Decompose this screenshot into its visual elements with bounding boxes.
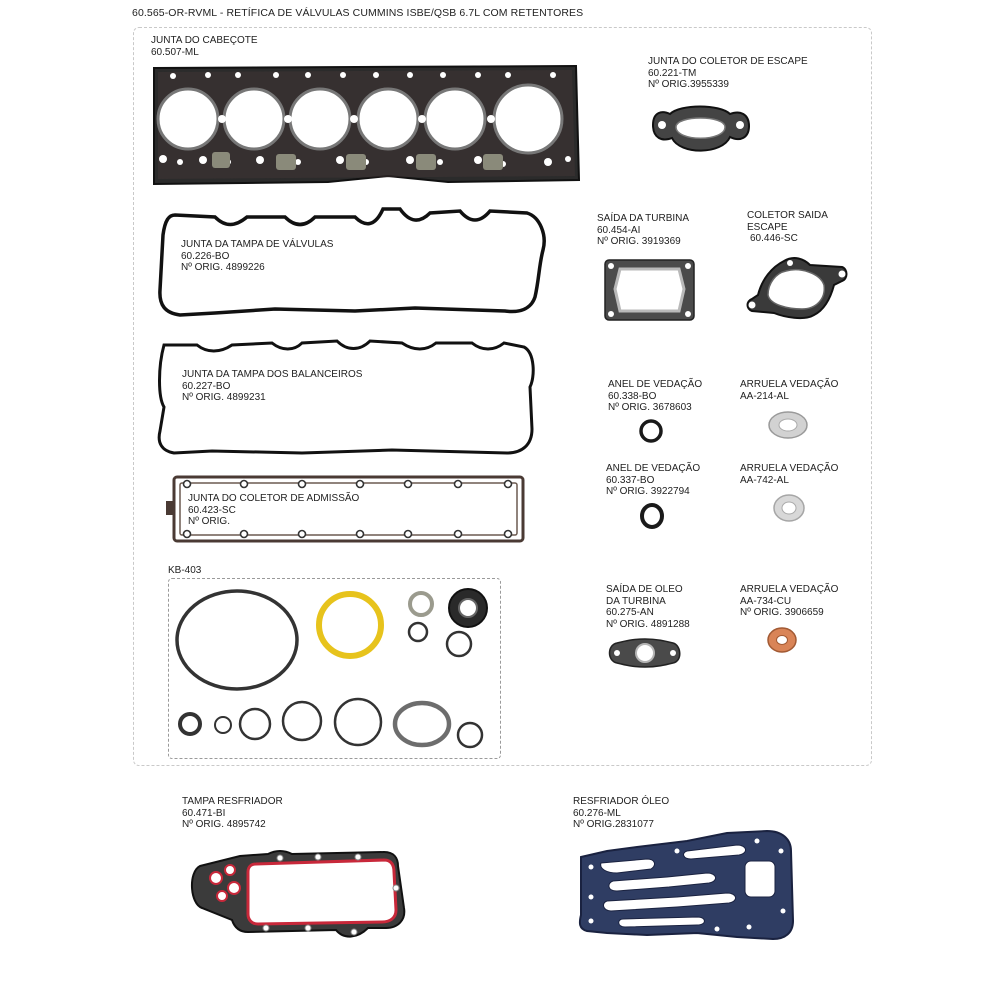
turbo-oil-outlet-gasket-image bbox=[607, 637, 683, 669]
turbine-outlet-gasket-image bbox=[604, 259, 695, 321]
label-turbine-outlet bbox=[597, 213, 689, 248]
part-code: 60.275-AN bbox=[606, 607, 654, 618]
part-name: ARRUELA VEDAÇÃO bbox=[740, 379, 839, 390]
label-valve-cover bbox=[181, 239, 333, 274]
part-orig: Nº ORIG. 4895742 bbox=[182, 819, 266, 830]
part-name: ARRUELA VEDAÇÃO bbox=[740, 584, 839, 595]
part-orig: Nº ORIG.2831077 bbox=[573, 819, 654, 830]
part-name: JUNTA DA TAMPA DE VÁLVULAS bbox=[181, 239, 334, 250]
part-orig: Nº ORIG. 4891288 bbox=[606, 618, 690, 630]
part-orig: Nº ORIG. 3919369 bbox=[597, 236, 681, 247]
label-head-gasket bbox=[151, 35, 258, 58]
label-oring-1 bbox=[608, 379, 702, 414]
part-name: ANEL DE VEDAÇÃO bbox=[608, 379, 703, 390]
exhaust-manifold-gasket-image bbox=[650, 100, 752, 160]
page-title: 60.565-OR-RVML - RETÍFICA DE VÁLVULAS CUMMINS ISBE/QSB 6.7L COM RETENTORES bbox=[132, 7, 584, 19]
oring-1-image bbox=[638, 418, 664, 444]
label-exhaust-manifold bbox=[648, 56, 808, 91]
part-orig: Nº ORIG.3955339 bbox=[648, 79, 729, 90]
part-code: 60.337-BO bbox=[606, 474, 655, 486]
part-name: JUNTA DO COLETOR DE ADMISSÃO bbox=[188, 493, 360, 504]
label-exhaust-outlet bbox=[747, 210, 828, 245]
exhaust-outlet-gasket-image bbox=[744, 255, 850, 323]
part-orig: Nº ORIG. 3678603 bbox=[608, 402, 692, 413]
part-code: AA-742-AL bbox=[740, 474, 789, 486]
part-code: 60.227-BO bbox=[182, 380, 231, 392]
label-rocker-cover bbox=[182, 369, 362, 404]
part-name-2: ESCAPE bbox=[747, 221, 788, 233]
part-code: 60.471-BI bbox=[182, 807, 226, 819]
part-code: 60.423-SC bbox=[188, 504, 236, 516]
part-name: JUNTA DA TAMPA DOS BALANCEIROS bbox=[182, 369, 363, 380]
washer-3-copper-image bbox=[766, 626, 798, 654]
part-name: ANEL DE VEDAÇÃO bbox=[606, 463, 701, 474]
part-code: 60.446-SC bbox=[750, 233, 798, 244]
part-name-2: DA TURBINA bbox=[606, 595, 666, 607]
label-cooler-cover bbox=[182, 796, 283, 831]
oil-cooler-gasket-image bbox=[577, 827, 797, 943]
part-code: AA-214-AL bbox=[740, 390, 789, 402]
part-name: COLETOR SAIDA bbox=[747, 210, 828, 221]
part-orig: Nº ORIG. 3922794 bbox=[606, 486, 690, 497]
label-washer-3 bbox=[740, 584, 838, 619]
part-name: SAÍDA DE OLEO bbox=[606, 584, 683, 595]
part-code: 60.226-BO bbox=[181, 250, 230, 262]
oring-2-image bbox=[639, 502, 665, 530]
label-oil-cooler bbox=[573, 796, 669, 831]
part-code: 60.276-ML bbox=[573, 807, 621, 819]
part-code: AA-734-CU bbox=[740, 595, 792, 607]
part-code: 60.221-TM bbox=[648, 67, 697, 79]
part-orig: Nº ORIG. 4899231 bbox=[182, 392, 266, 403]
part-code: 60.338-BO bbox=[608, 390, 657, 402]
part-name: SAÍDA DA TURBINA bbox=[597, 213, 690, 224]
part-code: 60.454-AI bbox=[597, 224, 641, 236]
part-name: ARRUELA VEDAÇÃO bbox=[740, 463, 839, 474]
label-oring-2 bbox=[606, 463, 700, 498]
kit-kb403-image bbox=[168, 578, 501, 759]
part-orig: Nº ORIG. 3906659 bbox=[740, 607, 824, 618]
part-code: 60.507-ML bbox=[151, 46, 199, 58]
head-gasket-image bbox=[148, 64, 581, 186]
part-name: JUNTA DO CABEÇOTE bbox=[151, 35, 258, 46]
part-name: TAMPA RESFRIADOR bbox=[182, 796, 283, 807]
part-orig: Nº ORIG. bbox=[188, 516, 230, 527]
washer-1-image bbox=[767, 410, 809, 440]
label-washer-1 bbox=[740, 379, 838, 402]
cooler-cover-gasket-image bbox=[188, 848, 410, 942]
label-turbo-oil-outlet bbox=[606, 584, 690, 630]
part-orig: Nº ORIG. 4899226 bbox=[181, 262, 265, 273]
label-intake-manifold bbox=[188, 493, 359, 528]
part-name: RESFRIADOR ÓLEO bbox=[573, 796, 670, 807]
label-washer-2 bbox=[740, 463, 838, 486]
part-name: JUNTA DO COLETOR DE ESCAPE bbox=[648, 56, 808, 67]
washer-2-image bbox=[772, 493, 806, 523]
label-kit: KB-403 bbox=[168, 565, 202, 576]
